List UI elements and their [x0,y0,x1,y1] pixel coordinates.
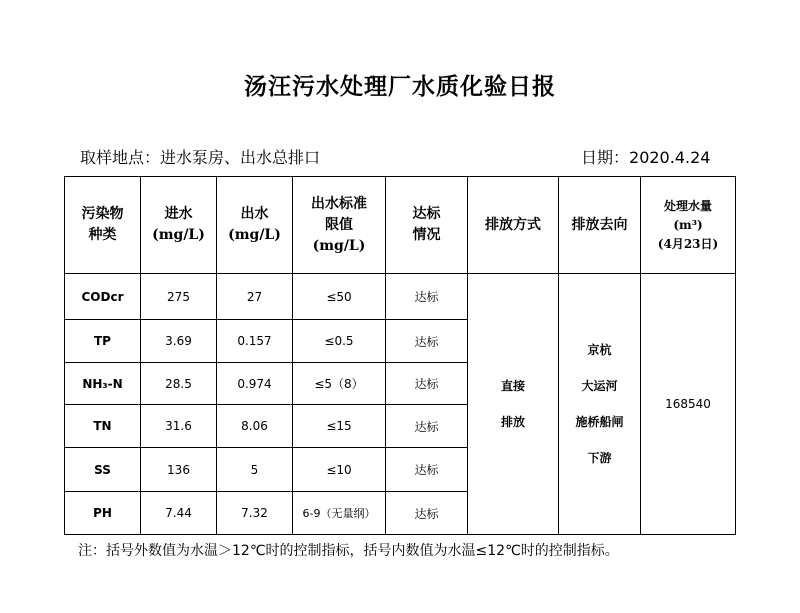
report-title: 汤汪污水处理厂水质化验日报 [244,74,556,100]
header-effluent: 出水 (mg/L) [217,177,293,274]
influent-value: 275 [141,274,217,320]
footnote: 注：括号外数值为水温＞12℃时的控制指标，括号内数值为水温≤12℃时的控制指标。 [78,543,619,559]
effluent-value: 7.32 [217,492,293,535]
influent-value: 31.6 [141,405,217,448]
header-pollutant: 污染物 种类 [65,177,141,274]
effluent-value: 27 [217,274,293,320]
header-row [65,177,736,274]
status-value: 达标 [386,320,468,363]
header-volume: 处理水量 (m³) (4月23日) [641,177,736,274]
report-date [581,145,710,168]
table-row [65,274,736,320]
status-value: 达标 [386,274,468,320]
effluent-value: 0.157 [217,320,293,363]
sampling-label: 取样地点： [80,148,161,167]
limit-value: 6-9（无量纲） [293,492,386,535]
header-status: 达标 情况 [386,177,468,274]
pollutant-name: PH [65,492,141,535]
treated-volume: 168540 [641,274,736,535]
discharge-method: 直接 排放 [468,274,559,535]
status-value: 达标 [386,492,468,535]
limit-value: ≤0.5 [293,320,386,363]
limit-value: ≤50 [293,274,386,320]
discharge-destination: 京杭 大运河 施桥船闸 下游 [559,274,641,535]
header-limit: 出水标准 限值 (mg/L) [293,177,386,274]
influent-value: 3.69 [141,320,217,363]
status-value: 达标 [386,448,468,492]
influent-value: 7.44 [141,492,217,535]
date-value: 2020.4.24 [629,148,711,167]
effluent-value: 8.06 [217,405,293,448]
sampling-location [80,145,320,168]
limit-value: ≤15 [293,405,386,448]
header-influent: 进水 (mg/L) [141,177,217,274]
water-quality-table [64,176,736,535]
influent-value: 136 [141,448,217,492]
limit-value: ≤10 [293,448,386,492]
status-value: 达标 [386,363,468,405]
pollutant-name: CODcr [65,274,141,320]
pollutant-name: TN [65,405,141,448]
effluent-value: 0.974 [217,363,293,405]
pollutant-name: SS [65,448,141,492]
sampling-value: 进水泵房、出水总排口 [160,148,321,167]
influent-value: 28.5 [141,363,217,405]
pollutant-name: NH₃-N [65,363,141,405]
header-destination: 排放去向 [559,177,641,274]
date-label: 日期： [581,148,630,167]
effluent-value: 5 [217,448,293,492]
header-method: 排放方式 [468,177,559,274]
pollutant-name: TP [65,320,141,363]
status-value: 达标 [386,405,468,448]
limit-value: ≤5（8） [293,363,386,405]
